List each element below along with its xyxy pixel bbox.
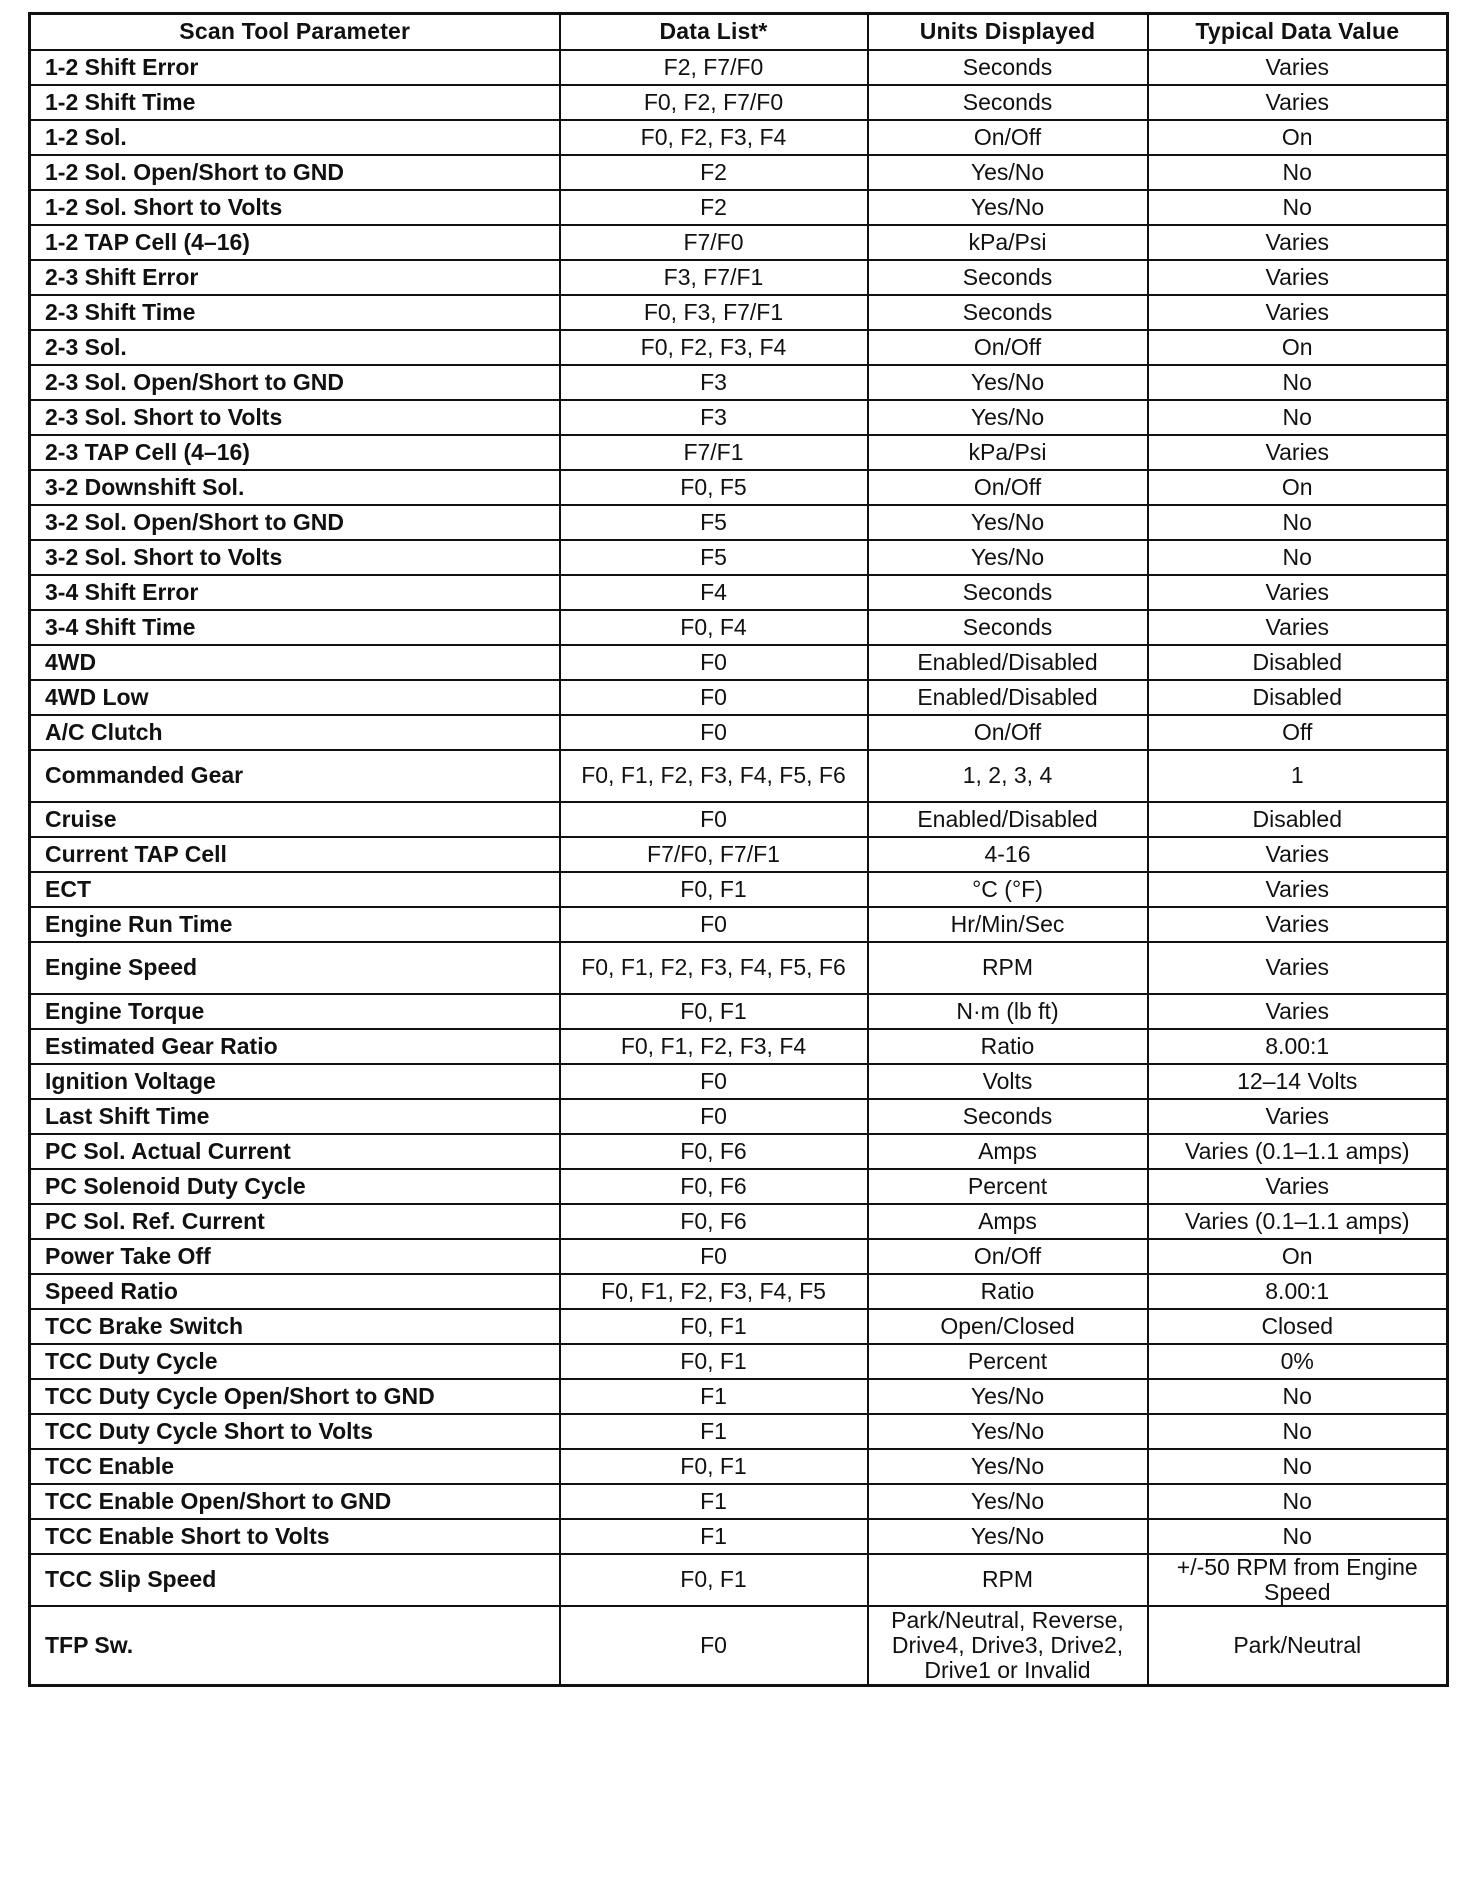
- row-typical-value: Varies: [1148, 942, 1448, 994]
- table-row: [30, 540, 1448, 575]
- row-typical-value: No: [1148, 400, 1448, 435]
- row-typical-value: Varies: [1148, 225, 1448, 260]
- row-typical-value: 12–14 Volts: [1148, 1064, 1448, 1099]
- row-parameter: 3-4 Shift Error: [30, 575, 560, 610]
- row-units-displayed: 1, 2, 3, 4: [868, 750, 1148, 802]
- row-parameter: TCC Duty Cycle Short to Volts: [30, 1414, 560, 1449]
- row-data-list: F0, F1, F2, F3, F4: [560, 1029, 868, 1064]
- row-parameter: PC Solenoid Duty Cycle: [30, 1169, 560, 1204]
- row-units-displayed: Yes/No: [868, 1484, 1148, 1519]
- table-row: [30, 1169, 1448, 1204]
- table-row: [30, 1274, 1448, 1309]
- row-units-displayed: On/Off: [868, 715, 1148, 750]
- row-data-list: F0, F1: [560, 1554, 868, 1606]
- row-data-list: F1: [560, 1414, 868, 1449]
- row-typical-value: 8.00:1: [1148, 1274, 1448, 1309]
- row-data-list: F0, F3, F7/F1: [560, 295, 868, 330]
- row-typical-value: 0%: [1148, 1344, 1448, 1379]
- row-units-displayed: Yes/No: [868, 1449, 1148, 1484]
- row-parameter: 1-2 Sol.: [30, 120, 560, 155]
- row-units-displayed: Hr/Min/Sec: [868, 907, 1148, 942]
- row-typical-value: No: [1148, 1519, 1448, 1554]
- row-data-list: F0, F1, F2, F3, F4, F5: [560, 1274, 868, 1309]
- row-typical-value: Varies: [1148, 260, 1448, 295]
- row-units-displayed: Yes/No: [868, 1379, 1148, 1414]
- table-row: [30, 1239, 1448, 1274]
- row-parameter: TCC Enable Short to Volts: [30, 1519, 560, 1554]
- table-header-row: [30, 14, 1448, 50]
- row-typical-value: Varies: [1148, 295, 1448, 330]
- table-row: [30, 365, 1448, 400]
- table-row: [30, 435, 1448, 470]
- row-typical-value: No: [1148, 1379, 1448, 1414]
- row-units-displayed: Seconds: [868, 1099, 1148, 1134]
- row-typical-value: Varies: [1148, 50, 1448, 85]
- row-parameter: TCC Brake Switch: [30, 1309, 560, 1344]
- table-row: [30, 1519, 1448, 1554]
- row-typical-value: No: [1148, 1449, 1448, 1484]
- row-units-displayed: Enabled/Disabled: [868, 802, 1148, 837]
- row-parameter: Cruise: [30, 802, 560, 837]
- row-typical-value: Park/Neutral: [1148, 1606, 1448, 1686]
- row-units-displayed: kPa/Psi: [868, 225, 1148, 260]
- table-row: [30, 85, 1448, 120]
- row-parameter: 1-2 TAP Cell (4–16): [30, 225, 560, 260]
- row-typical-value: On: [1148, 330, 1448, 365]
- row-typical-value: No: [1148, 1484, 1448, 1519]
- table-row: [30, 1204, 1448, 1239]
- table-row: [30, 1449, 1448, 1484]
- row-units-displayed: Yes/No: [868, 1414, 1148, 1449]
- row-units-displayed: Yes/No: [868, 400, 1148, 435]
- row-parameter: 1-2 Shift Time: [30, 85, 560, 120]
- row-typical-value: On: [1148, 120, 1448, 155]
- table-row: [30, 260, 1448, 295]
- table-row: [30, 190, 1448, 225]
- row-data-list: F2: [560, 190, 868, 225]
- row-data-list: F1: [560, 1484, 868, 1519]
- row-typical-value: Disabled: [1148, 645, 1448, 680]
- row-parameter: TCC Enable: [30, 1449, 560, 1484]
- row-units-displayed: Seconds: [868, 295, 1148, 330]
- row-units-displayed: N·m (lb ft): [868, 994, 1148, 1029]
- row-data-list: F0: [560, 1064, 868, 1099]
- row-data-list: F0: [560, 1239, 868, 1274]
- row-units-displayed: Seconds: [868, 50, 1148, 85]
- row-parameter: 2-3 Sol. Open/Short to GND: [30, 365, 560, 400]
- header-data-list: Data List*: [560, 14, 868, 50]
- row-parameter: 2-3 Sol.: [30, 330, 560, 365]
- header-units-displayed: Units Displayed: [868, 14, 1148, 50]
- row-typical-value: Varies (0.1–1.1 amps): [1148, 1134, 1448, 1169]
- row-typical-value: No: [1148, 155, 1448, 190]
- row-data-list: F0, F1: [560, 872, 868, 907]
- row-parameter: Ignition Voltage: [30, 1064, 560, 1099]
- row-typical-value: Varies: [1148, 907, 1448, 942]
- row-parameter: 3-4 Shift Time: [30, 610, 560, 645]
- row-units-displayed: kPa/Psi: [868, 435, 1148, 470]
- row-parameter: Speed Ratio: [30, 1274, 560, 1309]
- row-parameter: 3-2 Sol. Open/Short to GND: [30, 505, 560, 540]
- table-row: [30, 1606, 1448, 1686]
- row-typical-value: Disabled: [1148, 680, 1448, 715]
- table-row: [30, 1309, 1448, 1344]
- row-typical-value: Varies: [1148, 994, 1448, 1029]
- row-typical-value: No: [1148, 540, 1448, 575]
- scan-tool-data-sheet: [28, 12, 1446, 1687]
- row-data-list: F2: [560, 155, 868, 190]
- table-row: [30, 1554, 1448, 1606]
- row-data-list: F0, F1: [560, 1309, 868, 1344]
- row-data-list: F0, F6: [560, 1204, 868, 1239]
- row-parameter: 2-3 Shift Error: [30, 260, 560, 295]
- row-data-list: F0, F1: [560, 1344, 868, 1379]
- row-typical-value: Closed: [1148, 1309, 1448, 1344]
- row-typical-value: 8.00:1: [1148, 1029, 1448, 1064]
- table-row: [30, 1134, 1448, 1169]
- row-parameter: Engine Run Time: [30, 907, 560, 942]
- row-parameter: PC Sol. Actual Current: [30, 1134, 560, 1169]
- row-data-list: F0, F2, F3, F4: [560, 330, 868, 365]
- table-row: [30, 750, 1448, 802]
- table-row: [30, 1484, 1448, 1519]
- row-parameter: 1-2 Sol. Short to Volts: [30, 190, 560, 225]
- row-data-list: F0, F1: [560, 1449, 868, 1484]
- row-typical-value: Off: [1148, 715, 1448, 750]
- row-parameter: 2-3 Shift Time: [30, 295, 560, 330]
- table-row: [30, 155, 1448, 190]
- row-parameter: Commanded Gear: [30, 750, 560, 802]
- row-typical-value: No: [1148, 1414, 1448, 1449]
- row-units-displayed: Open/Closed: [868, 1309, 1148, 1344]
- table-row: [30, 942, 1448, 994]
- row-units-displayed: Percent: [868, 1344, 1148, 1379]
- row-parameter: TCC Slip Speed: [30, 1554, 560, 1606]
- row-units-displayed: Ratio: [868, 1029, 1148, 1064]
- row-units-displayed: Enabled/Disabled: [868, 645, 1148, 680]
- row-data-list: F0, F6: [560, 1134, 868, 1169]
- row-typical-value: +/-50 RPM from Engine Speed: [1148, 1554, 1448, 1606]
- table-row: [30, 645, 1448, 680]
- row-data-list: F0: [560, 802, 868, 837]
- row-typical-value: Varies: [1148, 575, 1448, 610]
- row-data-list: F0, F4: [560, 610, 868, 645]
- row-data-list: F0: [560, 1606, 868, 1686]
- row-units-displayed: Yes/No: [868, 190, 1148, 225]
- row-data-list: F5: [560, 505, 868, 540]
- table-row: [30, 610, 1448, 645]
- row-parameter: 3-2 Sol. Short to Volts: [30, 540, 560, 575]
- header-scan-tool-parameter: Scan Tool Parameter: [30, 14, 560, 50]
- row-parameter: Engine Speed: [30, 942, 560, 994]
- row-parameter: Estimated Gear Ratio: [30, 1029, 560, 1064]
- table-row: [30, 1414, 1448, 1449]
- row-parameter: 2-3 TAP Cell (4–16): [30, 435, 560, 470]
- row-data-list: F7/F0: [560, 225, 868, 260]
- row-data-list: F4: [560, 575, 868, 610]
- row-units-displayed: Yes/No: [868, 540, 1148, 575]
- row-parameter: 4WD: [30, 645, 560, 680]
- table-row: [30, 680, 1448, 715]
- row-parameter: 2-3 Sol. Short to Volts: [30, 400, 560, 435]
- row-typical-value: Varies: [1148, 435, 1448, 470]
- row-parameter: Power Take Off: [30, 1239, 560, 1274]
- row-data-list: F0, F2, F7/F0: [560, 85, 868, 120]
- row-units-displayed: Park/Neutral, Reverse, Drive4, Drive3, Drive2, Drive1 or Invalid: [868, 1606, 1148, 1686]
- table-row: [30, 872, 1448, 907]
- row-typical-value: Varies: [1148, 85, 1448, 120]
- table-row: [30, 295, 1448, 330]
- row-units-displayed: RPM: [868, 942, 1148, 994]
- row-units-displayed: On/Off: [868, 470, 1148, 505]
- row-units-displayed: Amps: [868, 1204, 1148, 1239]
- row-units-displayed: Yes/No: [868, 505, 1148, 540]
- table-row: [30, 837, 1448, 872]
- table-row: [30, 225, 1448, 260]
- table-row: [30, 1099, 1448, 1134]
- header-typical-data-value: Typical Data Value: [1148, 14, 1448, 50]
- row-typical-value: On: [1148, 1239, 1448, 1274]
- row-parameter: ECT: [30, 872, 560, 907]
- table-row: [30, 1344, 1448, 1379]
- row-units-displayed: Yes/No: [868, 1519, 1148, 1554]
- row-units-displayed: Yes/No: [868, 365, 1148, 400]
- row-typical-value: Varies (0.1–1.1 amps): [1148, 1204, 1448, 1239]
- row-parameter: Last Shift Time: [30, 1099, 560, 1134]
- table-row: [30, 1379, 1448, 1414]
- row-data-list: F3: [560, 365, 868, 400]
- row-typical-value: Varies: [1148, 1169, 1448, 1204]
- row-data-list: F5: [560, 540, 868, 575]
- row-data-list: F1: [560, 1379, 868, 1414]
- row-data-list: F0: [560, 1099, 868, 1134]
- table-row: [30, 400, 1448, 435]
- row-data-list: F0, F1, F2, F3, F4, F5, F6: [560, 942, 868, 994]
- table-row: [30, 330, 1448, 365]
- row-typical-value: Varies: [1148, 872, 1448, 907]
- table-row: [30, 907, 1448, 942]
- row-units-displayed: Ratio: [868, 1274, 1148, 1309]
- row-data-list: F0: [560, 680, 868, 715]
- row-units-displayed: On/Off: [868, 1239, 1148, 1274]
- row-data-list: F0: [560, 715, 868, 750]
- table-row: [30, 1064, 1448, 1099]
- row-units-displayed: Amps: [868, 1134, 1148, 1169]
- row-data-list: F0, F6: [560, 1169, 868, 1204]
- table-row: [30, 50, 1448, 85]
- table-row: [30, 1029, 1448, 1064]
- row-parameter: TCC Duty Cycle Open/Short to GND: [30, 1379, 560, 1414]
- row-units-displayed: Enabled/Disabled: [868, 680, 1148, 715]
- row-data-list: F7/F0, F7/F1: [560, 837, 868, 872]
- table-row: [30, 120, 1448, 155]
- row-units-displayed: Seconds: [868, 260, 1148, 295]
- row-parameter: A/C Clutch: [30, 715, 560, 750]
- table-row: [30, 575, 1448, 610]
- row-data-list: F2, F7/F0: [560, 50, 868, 85]
- row-units-displayed: Seconds: [868, 85, 1148, 120]
- row-parameter: 1-2 Shift Error: [30, 50, 560, 85]
- row-units-displayed: RPM: [868, 1554, 1148, 1606]
- row-typical-value: Varies: [1148, 610, 1448, 645]
- row-data-list: F1: [560, 1519, 868, 1554]
- row-parameter: PC Sol. Ref. Current: [30, 1204, 560, 1239]
- table-row: [30, 715, 1448, 750]
- row-parameter: TFP Sw.: [30, 1606, 560, 1686]
- row-data-list: F0: [560, 645, 868, 680]
- row-units-displayed: 4-16: [868, 837, 1148, 872]
- row-data-list: F0, F2, F3, F4: [560, 120, 868, 155]
- row-typical-value: No: [1148, 505, 1448, 540]
- row-parameter: TCC Duty Cycle: [30, 1344, 560, 1379]
- row-typical-value: 1: [1148, 750, 1448, 802]
- row-units-displayed: Seconds: [868, 610, 1148, 645]
- table-row: [30, 802, 1448, 837]
- row-typical-value: Varies: [1148, 1099, 1448, 1134]
- row-units-displayed: Seconds: [868, 575, 1148, 610]
- row-data-list: F0, F1: [560, 994, 868, 1029]
- row-typical-value: Disabled: [1148, 802, 1448, 837]
- row-units-displayed: Percent: [868, 1169, 1148, 1204]
- row-data-list: F3: [560, 400, 868, 435]
- row-typical-value: On: [1148, 470, 1448, 505]
- row-data-list: F7/F1: [560, 435, 868, 470]
- row-data-list: F3, F7/F1: [560, 260, 868, 295]
- row-data-list: F0, F5: [560, 470, 868, 505]
- row-parameter: 1-2 Sol. Open/Short to GND: [30, 155, 560, 190]
- row-typical-value: No: [1148, 365, 1448, 400]
- row-parameter: 3-2 Downshift Sol.: [30, 470, 560, 505]
- table-body: [30, 50, 1448, 1686]
- row-typical-value: No: [1148, 190, 1448, 225]
- row-units-displayed: On/Off: [868, 120, 1148, 155]
- row-data-list: F0, F1, F2, F3, F4, F5, F6: [560, 750, 868, 802]
- table-row: [30, 505, 1448, 540]
- row-units-displayed: On/Off: [868, 330, 1148, 365]
- scan-tool-parameter-table: [28, 12, 1449, 1687]
- row-parameter: Current TAP Cell: [30, 837, 560, 872]
- row-parameter: 4WD Low: [30, 680, 560, 715]
- table-row: [30, 994, 1448, 1029]
- row-data-list: F0: [560, 907, 868, 942]
- row-units-displayed: °C (°F): [868, 872, 1148, 907]
- row-units-displayed: Yes/No: [868, 155, 1148, 190]
- row-typical-value: Varies: [1148, 837, 1448, 872]
- row-parameter: TCC Enable Open/Short to GND: [30, 1484, 560, 1519]
- row-parameter: Engine Torque: [30, 994, 560, 1029]
- table-row: [30, 470, 1448, 505]
- row-units-displayed: Volts: [868, 1064, 1148, 1099]
